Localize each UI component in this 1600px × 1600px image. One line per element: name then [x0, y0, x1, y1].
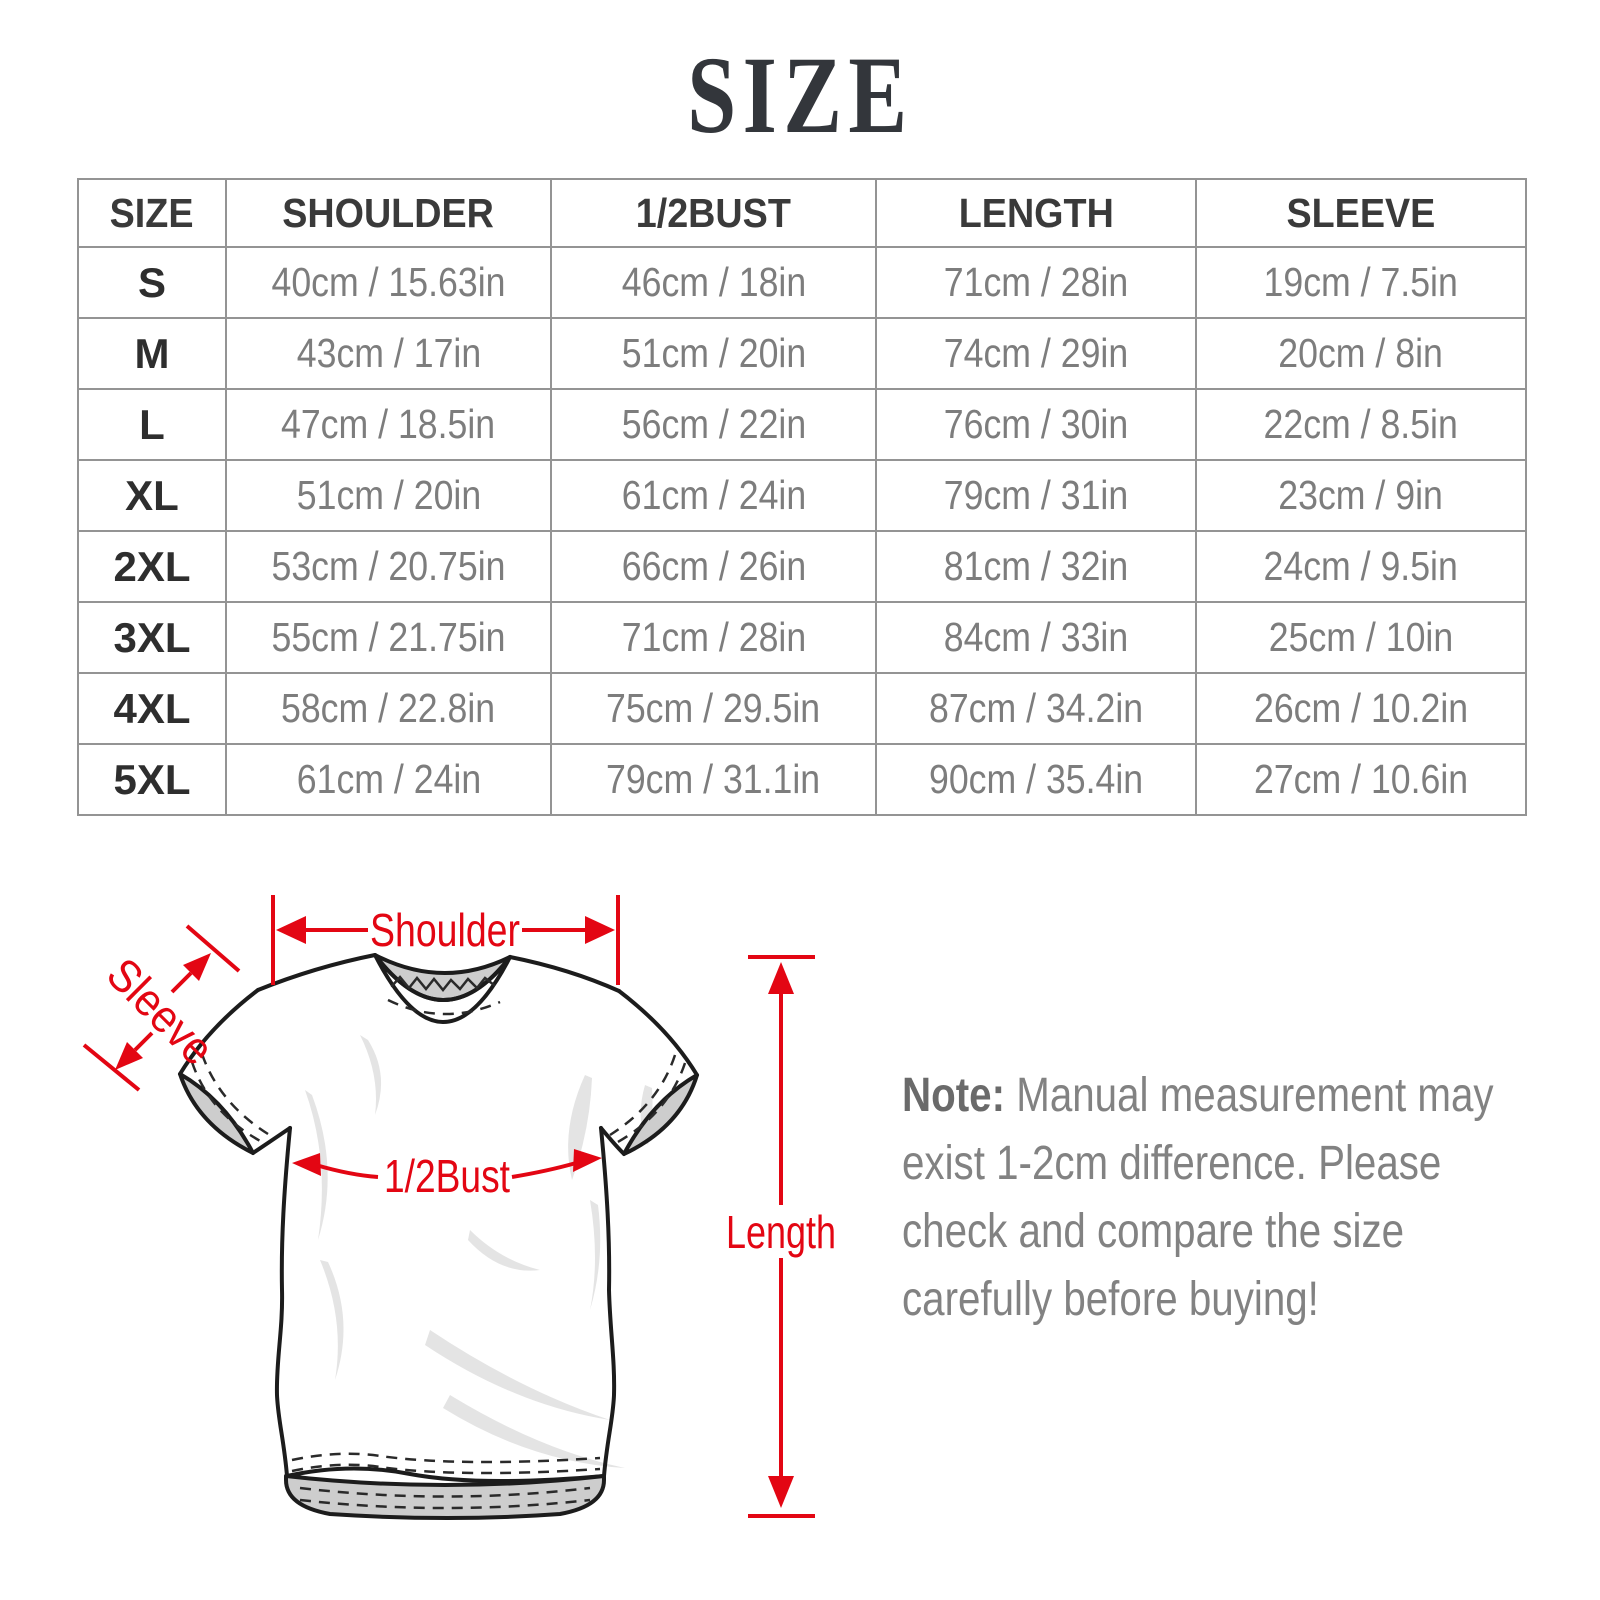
sleeve-label: Sleeve: [97, 947, 234, 1084]
cell-shoulder: 51cm / 20in: [226, 460, 551, 531]
row-size-label: 4XL: [78, 673, 226, 744]
bust-label: 1/2Bust: [384, 1150, 511, 1202]
cell-shoulder: 53cm / 20.75in: [226, 531, 551, 602]
cell-bust: 79cm / 31.1in: [551, 744, 876, 815]
cell-bust: 51cm / 20in: [551, 318, 876, 389]
cell-sleeve: 23cm / 9in: [1196, 460, 1526, 531]
cell-shoulder: 43cm / 17in: [226, 318, 551, 389]
header-bust: 1/2BUST: [551, 179, 876, 247]
length-label: Length: [726, 1206, 836, 1258]
row-size-label: S: [78, 247, 226, 318]
note-label: Note:: [902, 1069, 1006, 1122]
table-row: [78, 602, 1526, 673]
header-sleeve: SLEEVE: [1196, 179, 1526, 247]
cell-shoulder: 40cm / 15.63in: [226, 247, 551, 318]
cell-sleeve: 22cm / 8.5in: [1196, 389, 1526, 460]
cell-length: 90cm / 35.4in: [876, 744, 1196, 815]
cell-length: 76cm / 30in: [876, 389, 1196, 460]
length-dimension: [726, 957, 836, 1516]
tshirt-measurement-diagram: [0, 855, 860, 1600]
row-size-label: 2XL: [78, 531, 226, 602]
arrowhead-right-icon: [585, 916, 615, 944]
cell-bust: 46cm / 18in: [551, 247, 876, 318]
table-row: [78, 744, 1526, 815]
table-row: [78, 389, 1526, 460]
table-row: [78, 531, 1526, 602]
cell-length: 74cm / 29in: [876, 318, 1196, 389]
arrowhead-up-icon: [768, 962, 794, 994]
cell-shoulder: 58cm / 22.8in: [226, 673, 551, 744]
cell-sleeve: 19cm / 7.5in: [1196, 247, 1526, 318]
header-length: LENGTH: [876, 179, 1196, 247]
table-row: [78, 318, 1526, 389]
arrowhead-down-icon: [768, 1476, 794, 1508]
row-size-label: 5XL: [78, 744, 226, 815]
table-row: [78, 247, 1526, 318]
note-line-3: check and compare the size: [902, 1205, 1405, 1258]
cell-bust: 56cm / 22in: [551, 389, 876, 460]
measurement-note: [902, 1062, 1557, 1334]
cell-length: 71cm / 28in: [876, 247, 1196, 318]
table-row: [78, 460, 1526, 531]
header-shoulder: SHOULDER: [226, 179, 551, 247]
row-size-label: 3XL: [78, 602, 226, 673]
cell-bust: 61cm / 24in: [551, 460, 876, 531]
table-row: [78, 673, 1526, 744]
cell-shoulder: 61cm / 24in: [226, 744, 551, 815]
size-table: [77, 178, 1527, 816]
note-line-2: exist 1-2cm difference. Please: [902, 1137, 1442, 1190]
cell-shoulder: 55cm / 21.75in: [226, 602, 551, 673]
cell-bust: 71cm / 28in: [551, 602, 876, 673]
note-line-1: Manual measurement may: [1016, 1069, 1494, 1122]
arrowhead-left-icon: [276, 916, 306, 944]
cell-length: 84cm / 33in: [876, 602, 1196, 673]
table-header-row: [78, 179, 1526, 247]
cell-bust: 75cm / 29.5in: [551, 673, 876, 744]
cell-sleeve: 25cm / 10in: [1196, 602, 1526, 673]
cell-sleeve: 24cm / 9.5in: [1196, 531, 1526, 602]
header-size: SIZE: [78, 179, 226, 247]
cell-sleeve: 26cm / 10.2in: [1196, 673, 1526, 744]
cell-sleeve: 27cm / 10.6in: [1196, 744, 1526, 815]
row-size-label: XL: [78, 460, 226, 531]
cell-length: 79cm / 31in: [876, 460, 1196, 531]
page-title: [0, 34, 1600, 156]
note-line-4: carefully before buying!: [902, 1273, 1319, 1326]
cell-length: 81cm / 32in: [876, 531, 1196, 602]
shoulder-label: Shoulder: [370, 904, 520, 956]
cell-length: 87cm / 34.2in: [876, 673, 1196, 744]
row-size-label: M: [78, 318, 226, 389]
cell-sleeve: 20cm / 8in: [1196, 318, 1526, 389]
tshirt-drawing: [180, 955, 697, 1518]
cell-shoulder: 47cm / 18.5in: [226, 389, 551, 460]
page-title-text: SIZE: [686, 34, 914, 156]
row-size-label: L: [78, 389, 226, 460]
cell-bust: 66cm / 26in: [551, 531, 876, 602]
